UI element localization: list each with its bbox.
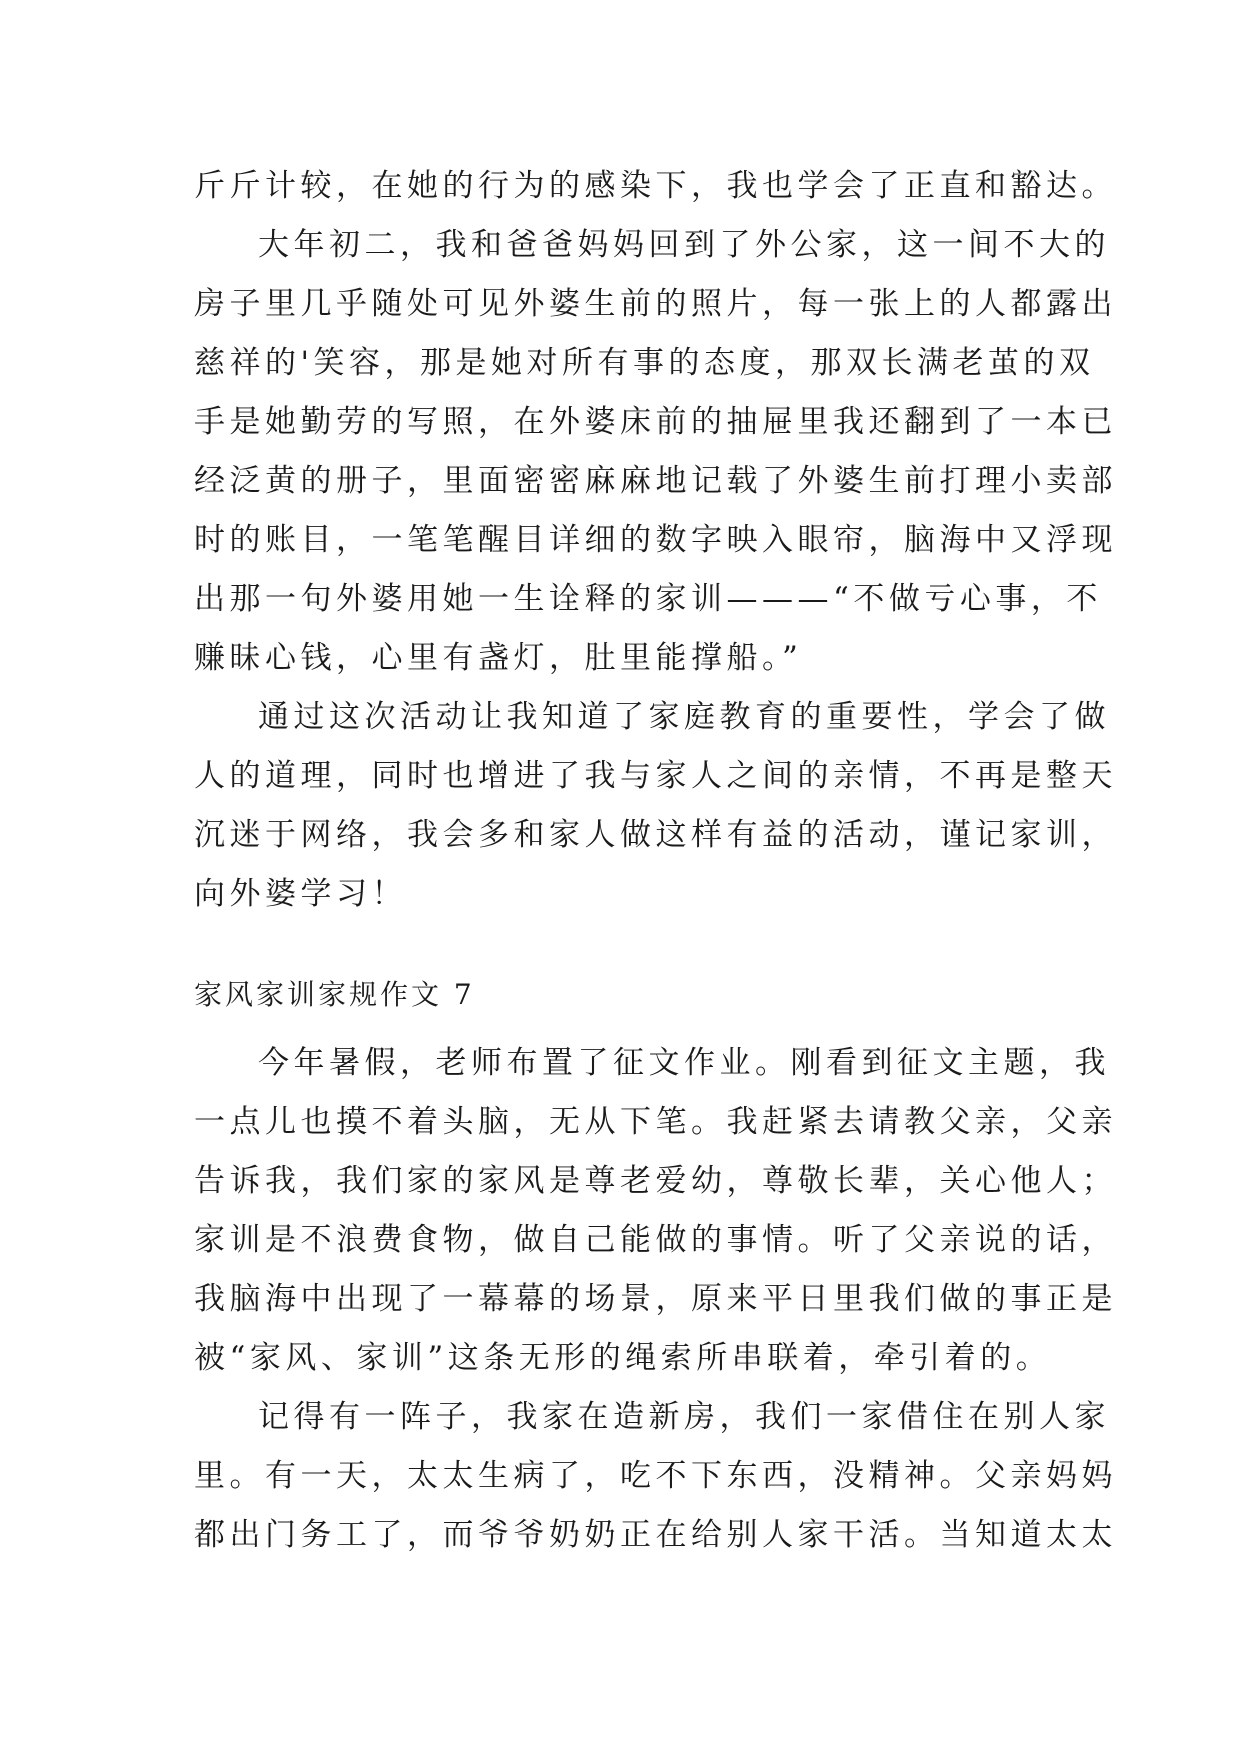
text-line: 时的账目，一笔笔醒目详细的数字映入眼帘，脑海中又浮现 — [194, 522, 1117, 558]
section-heading: 家风家训家规作文 7 — [194, 978, 475, 1011]
text-line: 里。有一天，太太生病了，吃不下东西，没精神。父亲妈妈 — [194, 1458, 1117, 1494]
text-line: 沉迷于网络，我会多和家人做这样有益的活动，谨记家训， — [194, 817, 1117, 853]
text-line: 一点儿也摸不着头脑，无从下笔。我赶紧去请教父亲，父亲 — [194, 1104, 1117, 1140]
text-line: 告诉我，我们家的家风是尊老爱幼，尊敬长辈，关心他人； — [194, 1163, 1117, 1199]
text-line: 大年初二，我和爸爸妈妈回到了外公家，这一间不大的 — [258, 227, 1110, 263]
text-line: 都出门务工了，而爷爷奶奶正在给别人家干活。当知道太太 — [194, 1517, 1117, 1553]
essay-6-ending — [194, 157, 1117, 924]
text-line: 慈祥的'笑容，那是她对所有事的态度，那双长满老茧的双 — [194, 345, 1095, 381]
text-line: 人的道理，同时也增进了我与家人之间的亲情，不再是整天 — [194, 758, 1117, 794]
text-line: 经泛黄的册子，里面密密麻麻地记载了外婆生前打理小卖部 — [194, 463, 1117, 499]
text-line: 记得有一阵子，我家在造新房，我们一家借住在别人家 — [258, 1399, 1110, 1435]
text-line: 房子里几乎随处可见外婆生前的照片，每一张上的人都露出 — [194, 286, 1117, 322]
text-line: 通过这次活动让我知道了家庭教育的重要性，学会了做 — [258, 699, 1110, 735]
text-line: 斤斤计较，在她的行为的感染下，我也学会了正直和豁达。 — [194, 168, 1117, 204]
text-line: 向外婆学习！ — [194, 876, 407, 912]
essay-7-heading-block — [194, 965, 1074, 1024]
essay-7-body — [194, 1034, 1117, 1565]
text-line: 出那一句外婆用她一生诠释的家训———“不做亏心事，不 — [194, 581, 1102, 617]
text-line: 被“家风、家训”这条无形的绳索所串联着，牵引着的。 — [194, 1340, 1052, 1376]
text-line: 赚昧心钱，心里有盏灯，肚里能撑船。” — [194, 640, 803, 676]
text-line: 家训是不浪费食物，做自己能做的事情。听了父亲说的话， — [194, 1222, 1117, 1258]
text-line: 我脑海中出现了一幕幕的场景，原来平日里我们做的事正是 — [194, 1281, 1117, 1317]
text-line: 手是她勤劳的写照，在外婆床前的抽屉里我还翻到了一本已 — [194, 404, 1117, 440]
text-line: 今年暑假，老师布置了征文作业。刚看到征文主题，我 — [258, 1045, 1110, 1081]
